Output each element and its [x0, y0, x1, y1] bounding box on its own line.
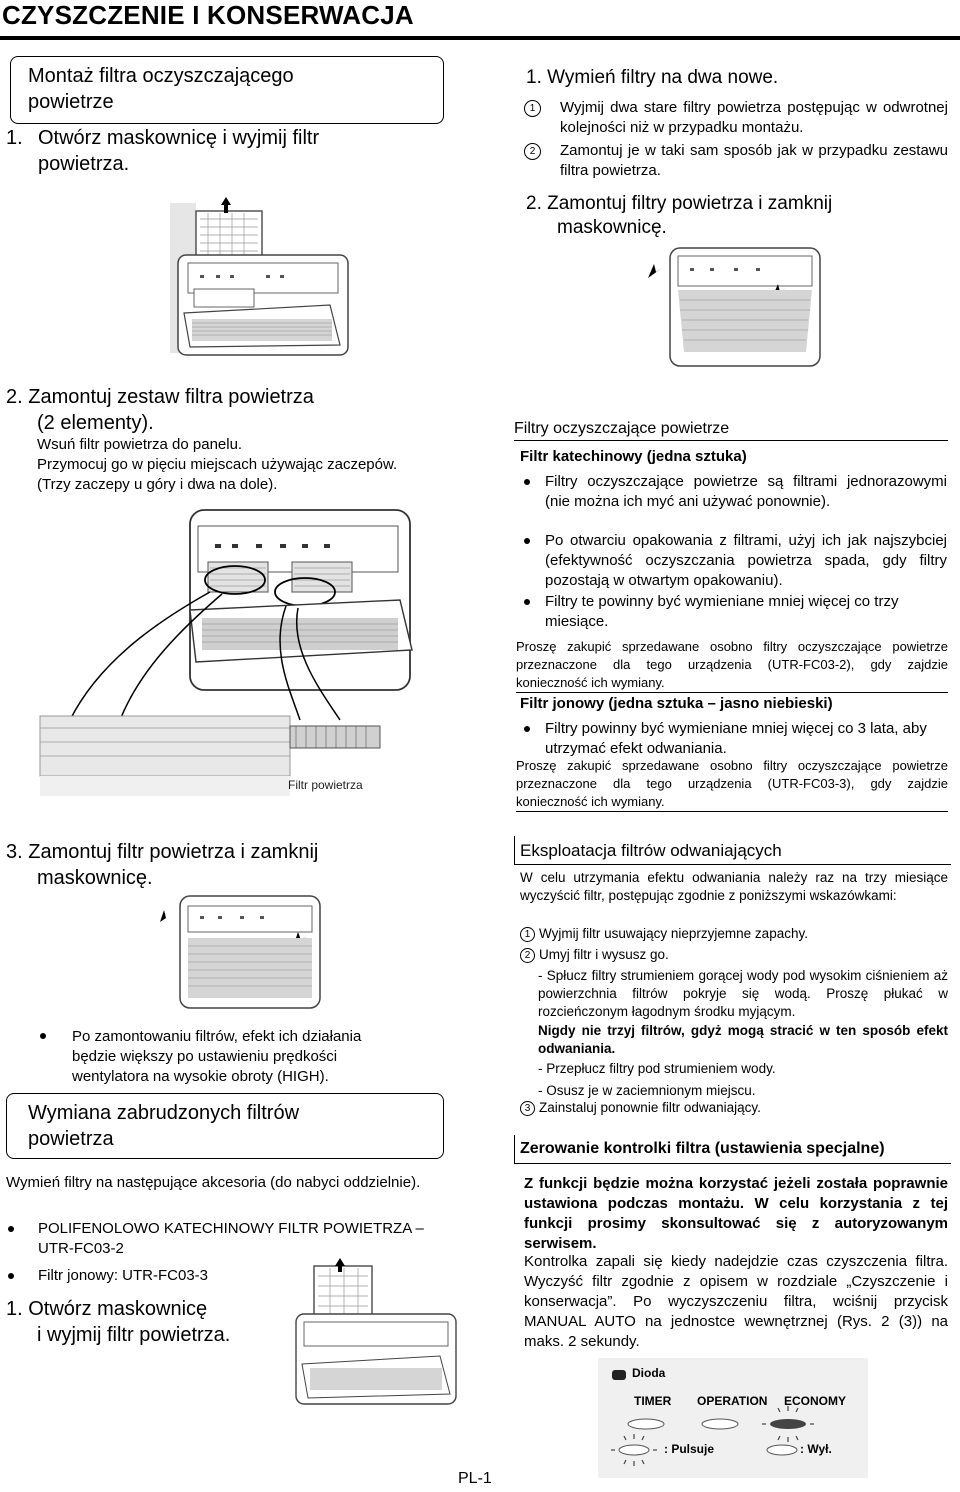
air-filter-label: Filtr powietrza [288, 778, 363, 792]
filter-reset-heading: Zerowanie kontrolki filtra (ustawienia specjalne) [520, 1140, 885, 1157]
open-grille-heading [6, 1296, 230, 1348]
rinse-under-water: - Przepłucz filtry pod strumieniem wody. [538, 1061, 776, 1076]
off-legend-label: : Wył. [800, 1442, 832, 1456]
bullet-dot [8, 1273, 14, 1279]
install-instructions [37, 435, 397, 495]
install-instruction-3: (Trzy zaczepy u góry i dwa na dole). [37, 476, 278, 493]
filter-installation-figure [40, 500, 430, 810]
page-number: PL-1 [458, 1470, 492, 1487]
mount-step1-number: 1. [6, 127, 23, 149]
replace-filter-heading [28, 1100, 299, 1152]
timer-label: TIMER [634, 1394, 672, 1408]
dry-in-shade: - Osusz je w zaciemnionym miejscu. [538, 1083, 756, 1098]
catechin-purchase-note: Proszę zakupić sprzedawane osobno filtry oczyszczające powietrze przeznaczone dla tego urządzenia (UTR-FC03-2), gdy zajdzie konieczność ich wymiany. [516, 638, 948, 693]
install-instruction-1: Wsuń filtr powietrza do panelu. [37, 436, 243, 453]
mount-new-filters-text: Zamontuj je w taki sam sposób jak w przypadku zestawu filtra powietrza. [560, 142, 948, 179]
accessory-item-1-line1: POLIFENOLOWO KATECHINOWY FILTR POWIETRZA – [38, 1220, 424, 1237]
install-instruction-2: Przymocuj go w pięciu miejscach używając zaczepów. [37, 456, 398, 473]
step-number-2: 2 [520, 948, 535, 963]
deodor-step-1 [520, 925, 808, 943]
fan-speed-note: Po zamontowaniu filtrów, efekt ich działania będzie większy po ustawieniu prędkości wentylatora na wysokie obroty (HIGH). [72, 1028, 362, 1085]
accessory-item-1 [38, 1219, 448, 1259]
ion-purchase-note: Proszę zakupić sprzedawane osobno filtry oczyszczające powietrze przeznaczone dla tego urządzenia (UTR-FC03-3), gdy zajdzie konieczność ich wymiany. [516, 757, 948, 812]
disposable-filters-note: Filtry oczyszczające powietrze są filtrami jednorazowymi (nie można ich myć ani używać ponownie). [545, 473, 947, 510]
replace-every-three-years: Filtry powinny być wymieniane mniej więcej co 3 lata, aby utrzymać efekt odwaniania. [545, 720, 927, 757]
unit-open-figure [290, 1258, 470, 1408]
deodorizing-intro: W celu utrzymania efektu odwaniania należy raz na trzy miesiące wyczyścić filtr, postępując zgodnie z poniższymi wskazówkami: [520, 870, 948, 903]
mount-step1 [6, 125, 426, 175]
mount-heading-line1: Montaż filtra oczyszczającego [28, 65, 294, 87]
replace-every-three-months: Filtry te powinny być wymieniane mniej więcej co trzy miesiące. [545, 593, 899, 630]
deodorizing-heading: Eksploatacja filtrów odwaniających [520, 841, 782, 860]
never-rub-warning: Nigdy nie trzyj filtrów, gdyż mogą stracić w ten sposób efekt odwaniania. [538, 1023, 948, 1056]
deodor-step-3 [520, 1099, 761, 1117]
unit-closed-figure [150, 892, 330, 1012]
page-title: CZYSZCZENIE I KONSERWACJA [2, 0, 414, 30]
deodor-step-2 [520, 946, 669, 964]
accessory-item-2: Filtr jonowy: UTR-FC03-3 [38, 1267, 209, 1284]
mount-step1-line1: Otwórz maskownicę i wyjmij filtr [38, 127, 320, 149]
operation-label: OPERATION [697, 1394, 768, 1408]
bullet-dot [524, 538, 530, 544]
mount-filter-heading [28, 63, 294, 115]
mount-step1-text [38, 125, 319, 177]
step-number-2: 2 [524, 143, 541, 160]
led-legend-label: Dioda [632, 1366, 666, 1380]
air-filters-heading: Filtry oczyszczające powietrze [514, 420, 948, 441]
close-grille-heading [6, 839, 318, 891]
economy-label: ECONOMY [784, 1394, 847, 1408]
bullet-dot [8, 1226, 14, 1232]
reset-instructions: Kontrolka zapali się kiedy nadejdzie czas czyszczenia filtra. Wyczyść filtr zgodnie z opisem w rozdziale „Czyszczenie i konserwacja”. Po wyczyszczeniu filtra, wciśnij przycisk MANUAL AUTO na jednostce wewnętrznej (Rys. 2 (3)) na maks. 2 sekundy. [524, 1253, 948, 1350]
use-quickly-note: Po otwarciu opakowania z filtrami, użyj ich jak najszybciej (efektywność oczyszczania powietrza spada, gdy filtry pozostają w otwartym opakowaniu). [545, 532, 947, 589]
replace-two-filters-heading: 1. Wymień filtry na dwa nowe. [526, 67, 779, 88]
mount-close-heading [526, 192, 832, 240]
remove-old-filters-step [524, 98, 948, 136]
mount-close-line2: maskownicę. [557, 217, 667, 238]
unit-filter-removed-figure [170, 195, 380, 360]
catechin-filter-title: Filtr katechinowy (jedna sztuka) [520, 448, 747, 465]
deodor-step-3-text: Zainstaluj ponownie filtr odwaniający. [539, 1100, 761, 1115]
replace-heading-line1: Wymiana zabrudzonych filtrów [28, 1102, 300, 1124]
mount-heading-line2: powietrze [28, 91, 114, 113]
title-rule [0, 36, 960, 40]
mount-step1-line2: powietrza. [38, 153, 130, 175]
replace-heading-line2: powietrza [28, 1128, 114, 1150]
deodor-step-2-text: Umyj filtr i wysusz go. [539, 947, 669, 962]
install-heading-line2: (2 elementy). [37, 412, 154, 434]
unit-closing-figure [640, 240, 830, 370]
close-heading-line1: 3. Zamontuj filtr powietrza i zamknij [6, 841, 319, 863]
ion-filter-title: Filtr jonowy (jedna sztuka – jasno niebieski) [520, 695, 833, 712]
replace-intro: Wymień filtry na następujące akcesoria (do nabyci oddzielnie). [6, 1174, 421, 1191]
bullet-dot [524, 599, 530, 605]
blinking-legend-label: : Pulsuje [664, 1442, 715, 1456]
mount-new-filters-step [524, 141, 948, 179]
remove-old-filters-text: Wyjmij dwa stare filtry powietrza postępując w odwrotnej kolejności niż w przypadku montażu. [560, 99, 948, 136]
open-heading-line1: 1. Otwórz maskownicę [6, 1298, 208, 1320]
bullet-dot [40, 1033, 46, 1039]
bullet-dot [524, 479, 530, 485]
accessory-item-1-line2: UTR-FC03-2 [38, 1240, 124, 1257]
open-heading-line2: i wyjmij filtr powietrza. [37, 1324, 231, 1346]
bullet-dot [524, 726, 530, 732]
step-number-1: 1 [524, 100, 541, 117]
step-number-3: 3 [520, 1101, 535, 1116]
step-number-1: 1 [520, 927, 535, 942]
mount-close-line1: 2. Zamontuj filtry powietrza i zamknij [526, 193, 833, 214]
close-heading-line2: maskownicę. [37, 867, 153, 889]
install-filter-set-heading [6, 384, 314, 436]
rinse-instruction: - Spłucz filtry strumieniem gorącej wody pod wysokim ciśnieniem aż powierzchnia filtrów pokryje się wodą. Proszę płukać w rozcieńczonym łagodnym środku myjącym. [538, 968, 948, 1019]
deodor-step-1-text: Wyjmij filtr usuwający nieprzyjemne zapachy. [539, 926, 808, 941]
reset-availability-note: Z funkcji będzie można korzystać jeżeli została poprawnie ustawiona podczas montażu. W celu korzystania z tej funkcji prosimy skonsultować się z autoryzowanym serwisem. [524, 1175, 948, 1252]
install-heading-line1: 2. Zamontuj zestaw filtra powietrza [6, 386, 314, 408]
